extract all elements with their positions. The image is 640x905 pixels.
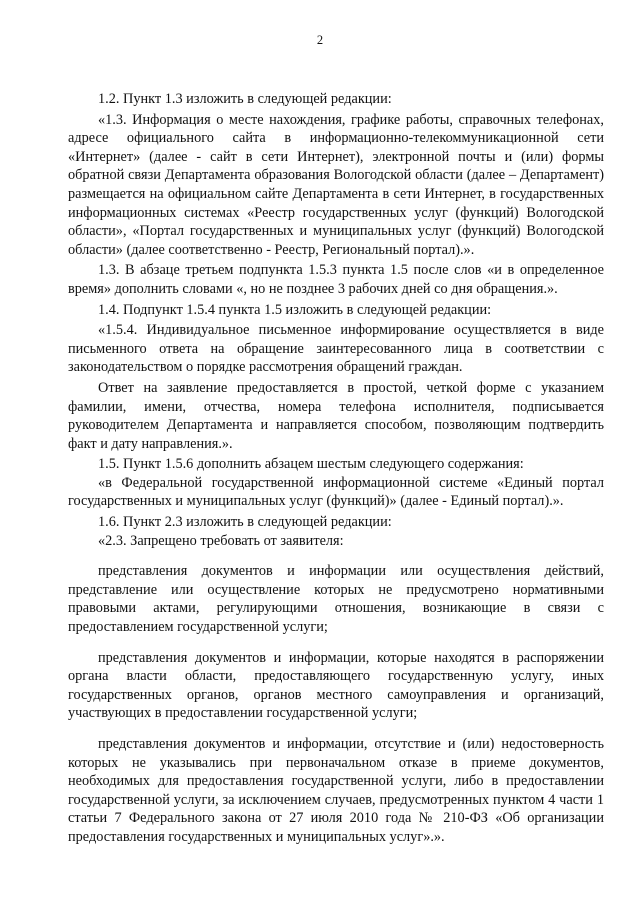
- paragraph-requirement-3: представления документов и информации, отсутствие и (или) недостоверность которых не указывались при первоначальном отказе в приеме документов, необходимых для предоставления государственной услуги, либо в предоставлении государственной услуги, за исключением случаев, предусмотренных пунктом 4 части 1 статьи 7 Федерального закона от 27 июля 2010 года № 210-ФЗ «Об организации предоставления государственных и муниципальных услуг».».: [68, 736, 604, 845]
- paragraph-portal: «в Федеральной государственной информационной системе «Единый портал государственных и муниципальных услуг (функций)» (далее - Единый портал).».: [68, 474, 604, 510]
- paragraph-1-3-amend: 1.3. В абзаце третьем подпункта 1.5.3 пункта 1.5 после слов «и в определенное время» дополнить словами «, но не позднее 3 рабочих дней со дня обращения.».: [68, 262, 604, 297]
- paragraph-1-5: 1.5. Пункт 1.5.6 дополнить абзацем шестым следующего содержания:: [98, 456, 524, 473]
- paragraph-1-4: 1.4. Подпункт 1.5.4 пункта 1.5 изложить в следующей редакции:: [98, 301, 492, 318]
- paragraph-1-5-4-text: «1.5.4. Индивидуальное письменное информирование осуществляется в виде письменного ответа на обращение заинтересованного лица в соответствии с законодательством о порядке рассмотрения обращений граждан.: [68, 322, 604, 376]
- paragraph-1-3-text: «1.3. Информация о месте нахождения, графике работы, справочных телефонах, адресе официального сайта в информационно-телекоммуникационной сети «Интернет» (далее - сайт в сети Интернет), электронной почты и (или) формы обратной связи Департамента образования Вологодской области (далее – Департамент) размещается на официальном сайте Департамента в сети Интернет, в государственных информационных системах «Реестр государственных услуг (функций) Вологодской области», «Портал государственных и муниципальных услуг (функций) Вологодской области» (далее соответственно - Реестр, Региональный портал).».: [68, 111, 604, 258]
- paragraph-answer: Ответ на заявление предоставляется в простой, четкой форме с указанием фамилии, имени, отчества, номера телефона исполнителя, подписывается руководителем Департамента и направляется способом, позволяющим подтвердить факт и дату направления.».: [68, 379, 604, 452]
- paragraph-requirement-2: представления документов и информации, которые находятся в распоряжении органа власти области, предоставляющего государственную услугу, иных государственных органов, органов местного самоуправления и организаций, участвующих в предоставлении государственной услуги;: [68, 649, 604, 722]
- paragraph-1-6: 1.6. Пункт 2.3 изложить в следующей редакции:: [98, 514, 392, 531]
- paragraph-requirement-1: представления документов и информации или осуществления действий, представление или осуществление которых не предусмотрено нормативными правовыми актами, регулирующими отношения, возникающие в связи с предоставлением государственной услуги;: [68, 563, 604, 636]
- page-number: 2: [316, 33, 324, 47]
- document-body: [68, 90, 604, 847]
- paragraph-1-2: 1.2. Пункт 1.3 изложить в следующей редакции:: [98, 91, 392, 107]
- paragraph-2-3: «2.3. Запрещено требовать от заявителя:: [98, 532, 344, 549]
